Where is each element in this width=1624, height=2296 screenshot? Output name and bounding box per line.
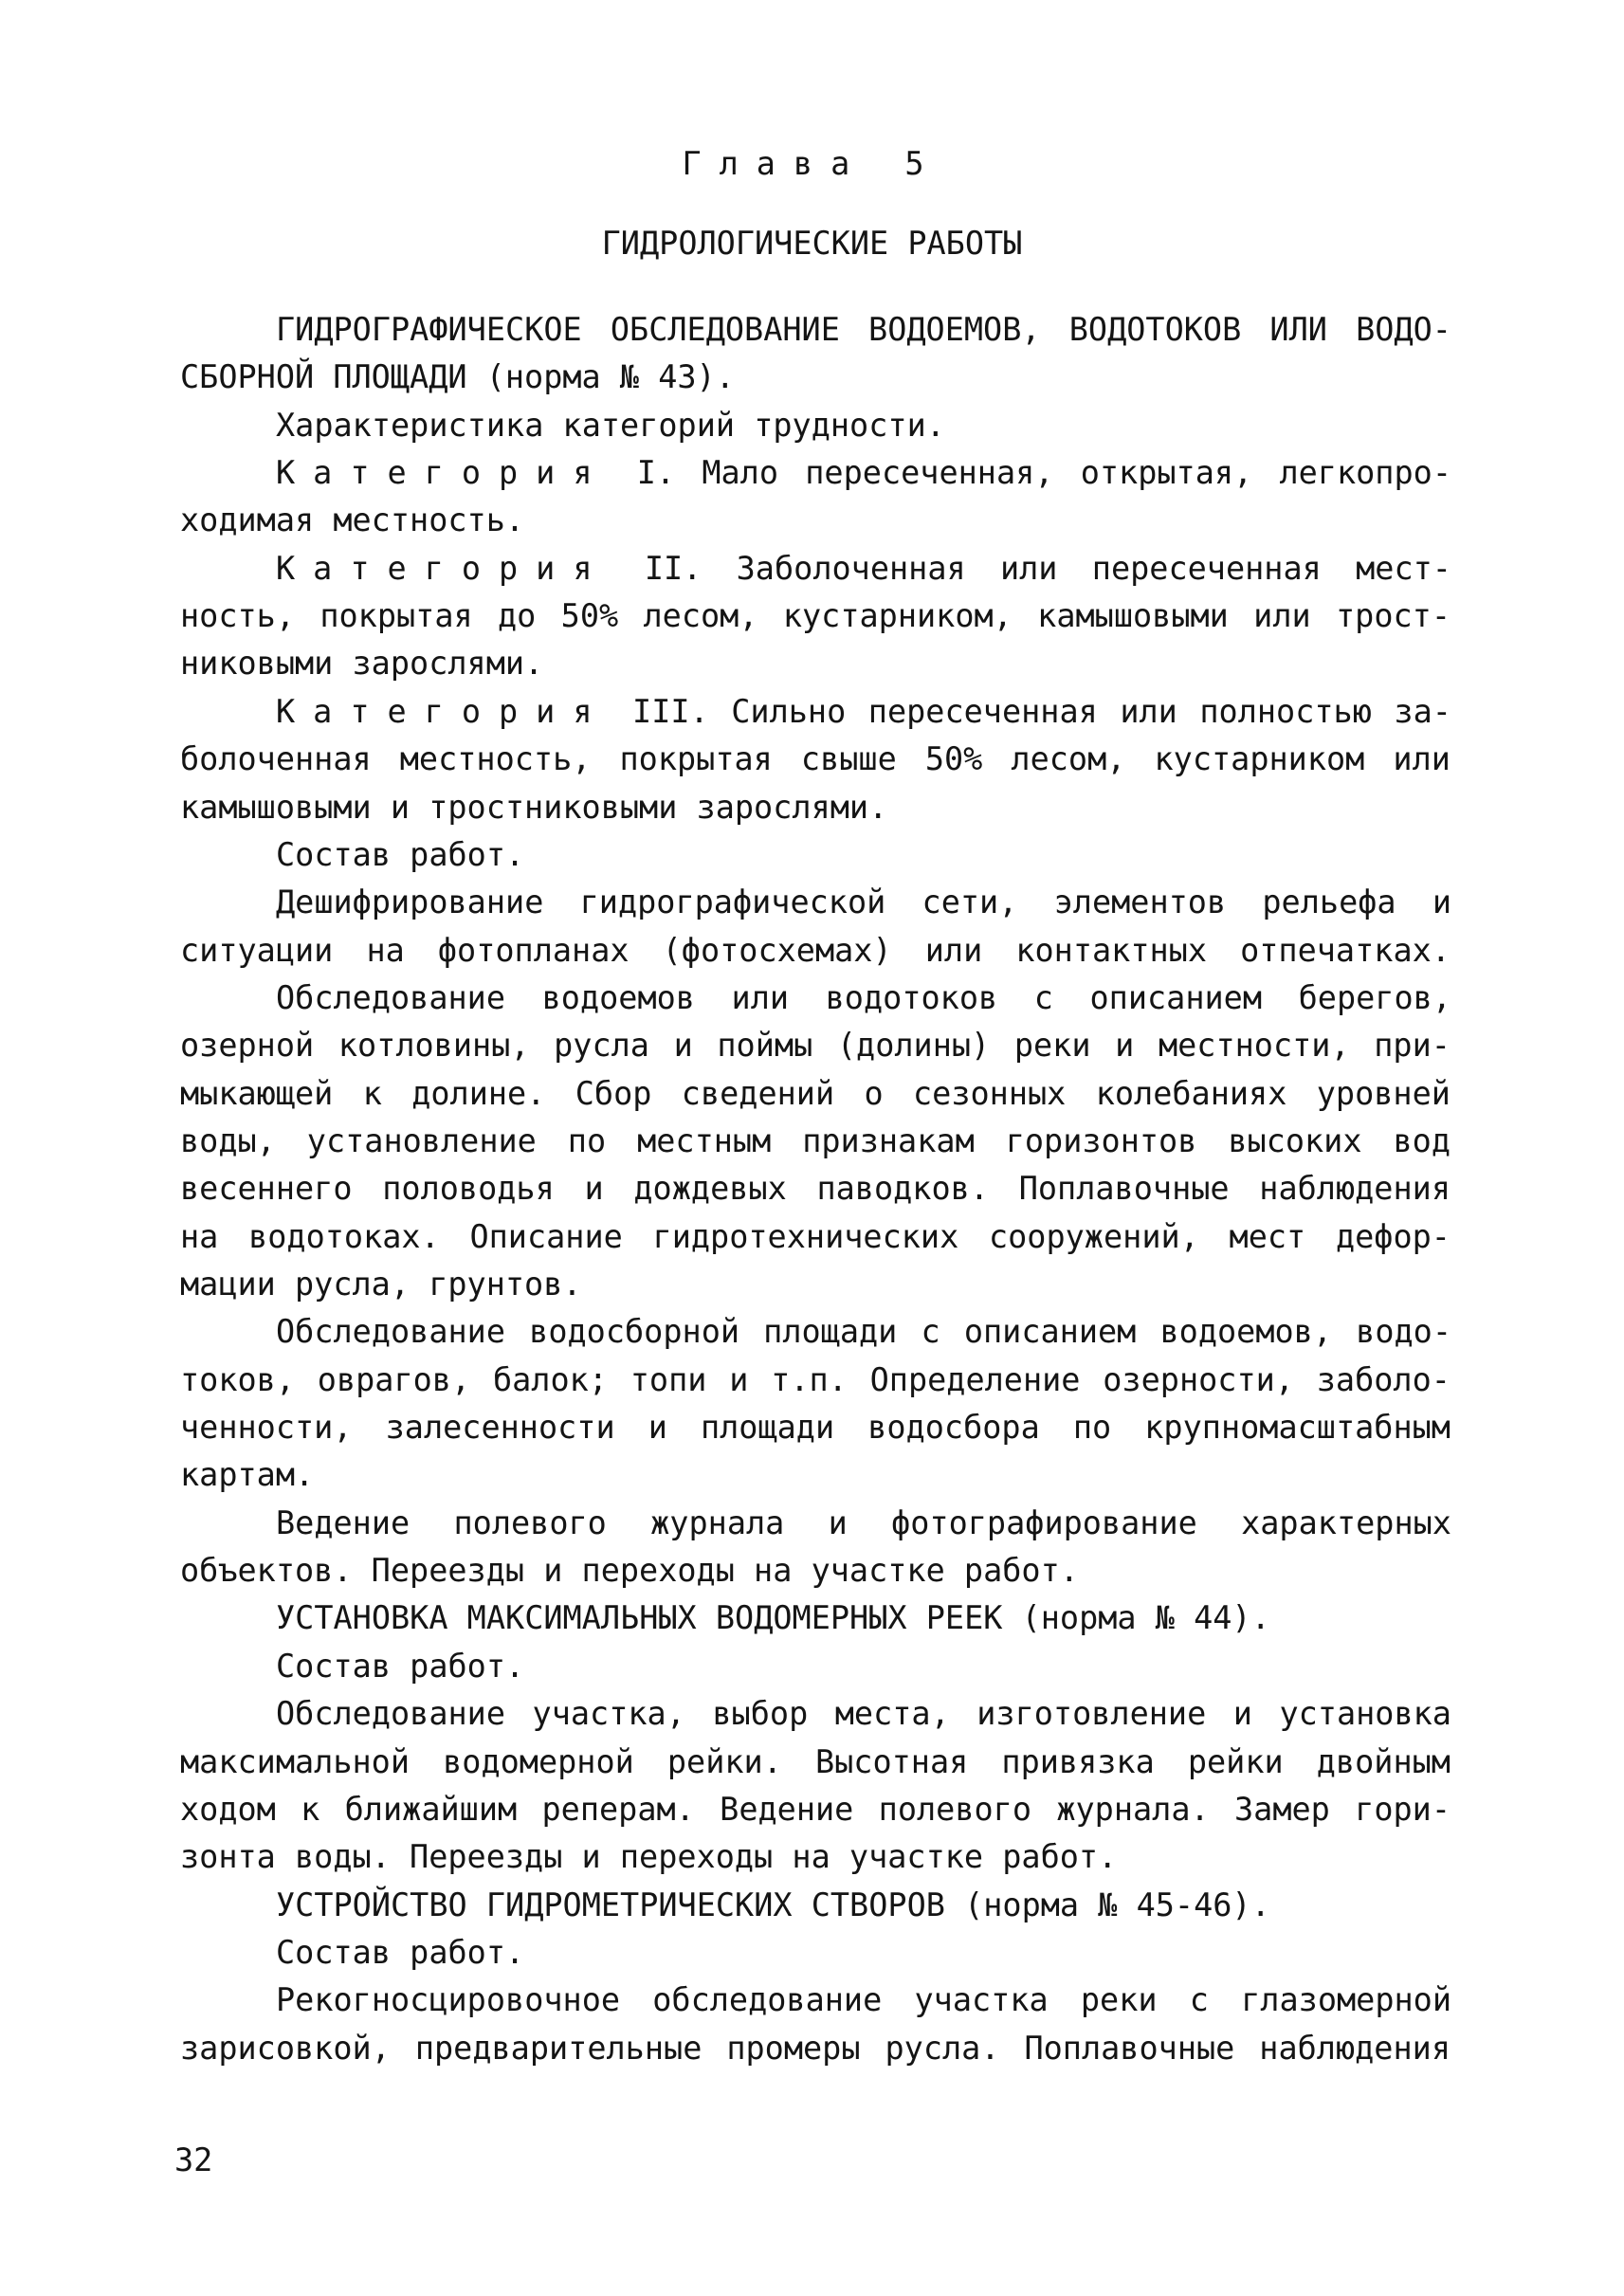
text-line: Категория III. Сильно пересеченная или полностью за- <box>276 692 1451 730</box>
text-line: объектов. Переезды и переходы на участке работ. <box>180 1552 1079 1590</box>
text-line: никовыми зарослями. <box>180 645 544 683</box>
text-line: УСТАНОВКА МАКСИМАЛЬНЫХ ВОДОМЕРНЫХ РЕЕК (норма № 44). <box>276 1599 1270 1637</box>
text-line: ходимая местность. <box>180 501 525 539</box>
text-line: Состав работ. <box>276 835 525 873</box>
text-line: Обследование водоемов или водотоков с описанием берегов, <box>276 978 1451 1016</box>
text-line: ситуации на фотопланах (фотосхемах) или контактных отпечатках. <box>180 931 1451 969</box>
text-line: Категория II. Заболоченная или пересеченная мест- <box>276 549 1451 587</box>
text-line: весеннего половодья и дождевых паводков. Поплавочные наблюдения <box>180 1170 1451 1208</box>
text-line: картам. <box>180 1456 315 1494</box>
text-line: зарисовкой, предварительные промеры русла. Поплавочные наблюдения <box>180 2029 1451 2067</box>
chapter-title: ГИДРОЛОГИЧЕСКИЕ РАБОТЫ <box>601 225 1023 262</box>
text-line: максимальной водомерной рейки. Высотная привязка рейки двойным <box>180 1742 1451 1780</box>
text-line: Характеристика категорий трудности. <box>276 406 945 444</box>
text-line: Состав работ. <box>276 1647 525 1685</box>
text-line: Обследование участка, выбор места, изготовление и установка <box>276 1695 1451 1733</box>
text-line: воды, установление по местным признакам горизонтов высоких вод <box>180 1121 1451 1159</box>
text-line: озерной котловины, русла и поймы (долины) реки и местности, при- <box>180 1027 1451 1065</box>
text-line: ходом к ближайшим реперам. Ведение полевого журнала. Замер гори- <box>180 1790 1451 1828</box>
text-line: зонта воды. Переезды и переходы на участке работ. <box>180 1838 1118 1876</box>
text-line: Дешифрирование гидрографической сети, элементов рельефа и <box>276 884 1451 921</box>
text-line: Категория I. Мало пересеченная, открытая, легкопро- <box>276 454 1451 492</box>
text-line: СБОРНОЙ ПЛОЩАДИ (норма № 43). <box>180 358 735 396</box>
text-line: УСТРОЙСТВО ГИДРОМЕТРИЧЕСКИХ СТВОРОВ (норма № 45-46). <box>276 1886 1270 1923</box>
text-line: ченности, залесенности и площади водосбора по крупномасштабным <box>180 1409 1451 1447</box>
text-line: ГИДРОГРАФИЧЕСКОЕ ОБСЛЕДОВАНИЕ ВОДОЕМОВ, ВОДОТОКОВ ИЛИ ВОДО- <box>276 311 1451 348</box>
text-line: камышовыми и тростниковыми зарослями. <box>180 788 888 826</box>
page-number: 32 <box>174 2141 213 2178</box>
text-line: мации русла, грунтов. <box>180 1266 582 1303</box>
text-line: токов, оврагов, балок; топи и т.п. Определение озерности, заболо- <box>180 1360 1451 1398</box>
text-line: ность, покрытая до 50% лесом, кустарником, камышовыми или трост- <box>180 597 1451 635</box>
text-line: Ведение полевого журнала и фотографирование характерных <box>276 1503 1451 1541</box>
text-line: Обследование водосборной площади с описанием водоемов, водо- <box>276 1313 1451 1351</box>
text-line: болоченная местность, покрытая свыше 50% лесом, кустарником или <box>180 740 1451 778</box>
text-line: мыкающей к долине. Сбор сведений о сезонных колебаниях уровней <box>180 1074 1451 1112</box>
chapter-label: Глава 5 <box>682 145 942 182</box>
text-line: на водотоках. Описание гидротехнических сооружений, мест дефор- <box>180 1217 1451 1255</box>
text-line: Рекогносцировочное обследование участка реки с глазомерной <box>276 1981 1451 2019</box>
text-line: Состав работ. <box>276 1933 525 1971</box>
